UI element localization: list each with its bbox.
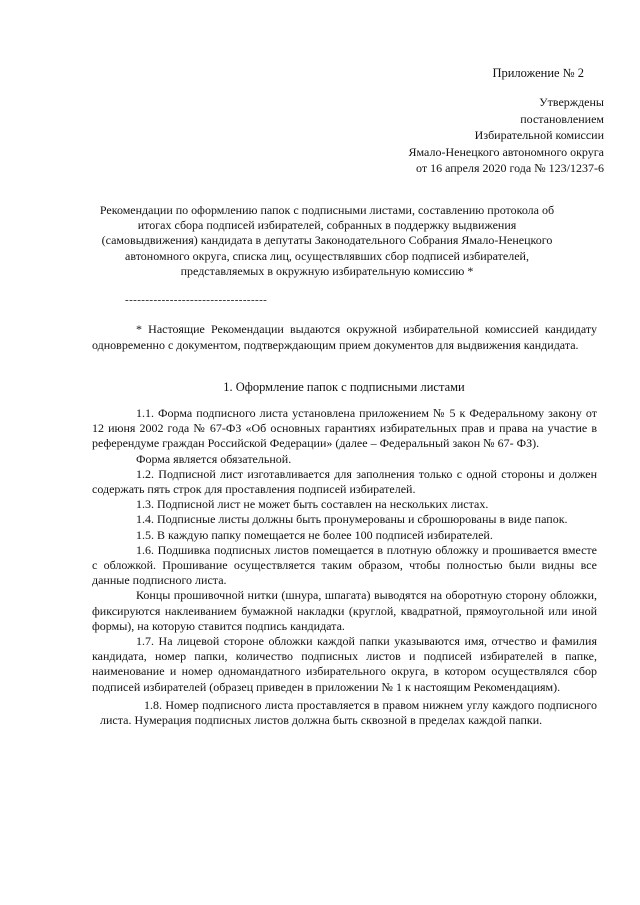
- approval-block: [409, 94, 604, 177]
- footnote-text: * Настоящие Рекомендации выдаются окружной избирательной комиссией кандидату одновременно с документом, подтверждающим прием документов для выдвижения кандидата.: [92, 322, 597, 352]
- title-line: (самовыдвижения) кандидата в депутаты Законодательного Собрания Ямало-Ненецкого: [101, 233, 553, 248]
- title-line: Рекомендации по оформлению папок с подписными листами, составлению протокола об: [99, 203, 555, 217]
- title-line: представляемых в окружную избирательную комиссию *: [180, 263, 474, 278]
- paragraph-1-4: 1.4. Подписные листы должны быть пронумерованы и сброшюрованы в виде папок.: [136, 512, 568, 527]
- paragraph-1-8: 1.8. Номер подписного листа проставляется в правом нижнем углу каждого подписного листа. Нумерация подписных листов должна быть сквозной в пределах каждой папки.: [100, 697, 597, 728]
- document-title: [90, 203, 564, 279]
- paragraph-1-7: 1.7. На лицевой стороне обложки каждой папки указываются имя, отчество и фамилия кандидата, номер папки, количество подписных листов и подписей избирателей в папке, наименование и номер одномандатного избирательного округа, в котором осуществлялся сбор подписей избирателей (образец приведен в приложении № 1 к настоящим Рекомендациям).: [92, 634, 597, 694]
- footnote-separator: -----------------------------------: [125, 294, 268, 306]
- appendix-number: Приложение № 2: [492, 66, 584, 80]
- approval-line: постановлением: [520, 111, 604, 126]
- paragraph-thread-ends: Концы прошивочной нитки (шнура, шпагата) выводятся на оборотную сторону обложки, фиксируются наклеиванием бумажной накладки (круглой, квадратной, прямоугольной или иной формы), на которую ставится подпись кандидата.: [92, 588, 597, 633]
- approval-line: от 16 апреля 2020 года № 123/1237-6: [416, 161, 604, 175]
- paragraph-1-2: 1.2. Подписной лист изготавливается для заполнения только с одной стороны и должен содержать пять строк для проставления подписей избирателей.: [92, 466, 597, 497]
- approval-line: Ямало-Ненецкого автономного округа: [408, 144, 604, 159]
- section-heading: 1. Оформление папок с подписными листами: [223, 380, 465, 394]
- approval-line: Утверждены: [539, 95, 604, 109]
- paragraph-1-1: 1.1. Форма подписного листа установлена приложением № 5 к Федеральному закону от 12 июня 2002 года № 67-ФЗ «Об основных гарантиях избирательных прав и права на участие в референдуме граждан Российской Федерации» (далее – Федеральный закон № 67- ФЗ).: [92, 406, 597, 451]
- paragraph-1-6: 1.6. Подшивка подписных листов помещается в плотную обложку и прошивается вместе с обложкой. Прошивание осуществляется таким образом, чтобы полностью были видны все данные подписного листа.: [92, 542, 597, 588]
- title-line: итогах сбора подписей избирателей, собранных в поддержку выдвижения: [137, 218, 517, 233]
- approval-line: Избирательной комиссии: [474, 128, 604, 142]
- title-line: автономного округа, списка лиц, осуществлявших сбор подписей избирателей,: [125, 248, 529, 263]
- paragraph-1-5: 1.5. В каждую папку помещается не более 100 подписей избирателей.: [136, 527, 493, 542]
- paragraph-1-3: 1.3. Подписной лист не может быть составлен на нескольких листах.: [136, 497, 489, 512]
- paragraph-form-mandatory: Форма является обязательной.: [136, 451, 292, 466]
- section-body: [92, 406, 597, 728]
